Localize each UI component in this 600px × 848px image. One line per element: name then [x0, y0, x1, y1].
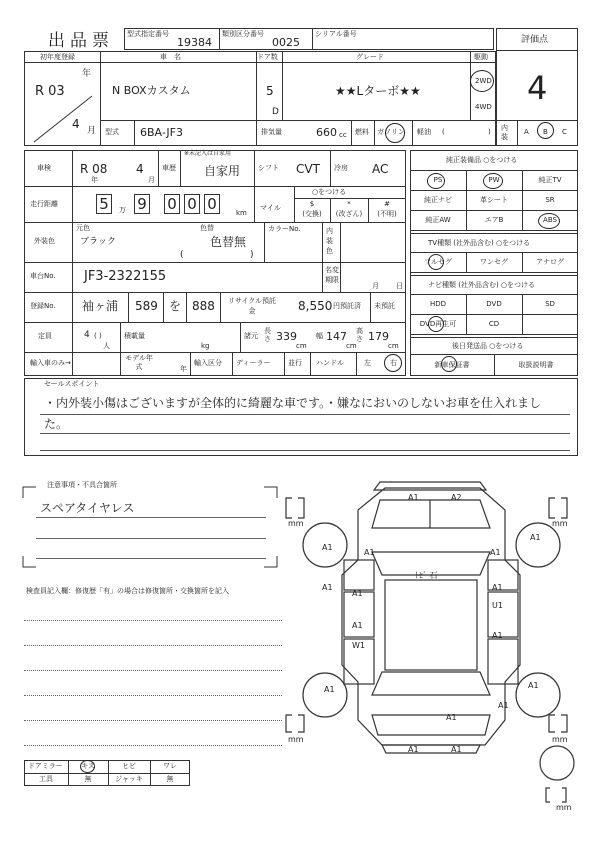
mileage-digit-3: 0 — [164, 194, 180, 214]
tv-fullseg-circle — [428, 254, 444, 270]
interior-a: A — [524, 128, 529, 136]
roof — [385, 580, 477, 670]
capacity-paren: ( ) — [94, 332, 102, 340]
damage-fr: A1 — [490, 548, 501, 557]
import-label: 輸入車のみ→ — [30, 359, 71, 367]
first-reg-era: R 03 — [35, 84, 65, 99]
car-name-value: N BOXカスタム — [112, 84, 191, 97]
model-label: 型式 — [105, 128, 119, 136]
wheel-rr — [516, 673, 560, 717]
front-bumper — [374, 482, 486, 490]
grade-value: ★★Lターボ★★ — [335, 84, 421, 98]
inspection-value: R 08 — [80, 162, 108, 176]
inspector-label: 検査員記入欄：修復歴「有」の場合は修復箇所・交換箇所を記入 — [26, 587, 229, 595]
height-unit: cm — [388, 342, 399, 350]
damage-left-3: A1 — [352, 621, 363, 630]
mirror-scratch-circle — [80, 760, 95, 773]
door-type: D — [272, 107, 279, 117]
mileage-opt3: (不明) — [377, 210, 397, 218]
equip-navi: 純正ナビ — [424, 196, 452, 204]
shift-label: シフト — [258, 164, 279, 172]
damage-right-2: A1 — [492, 631, 503, 640]
damage-hood-l: A1 — [408, 493, 419, 502]
page-title: 出品票 — [48, 31, 114, 51]
color-changed-value: 色替無 — [210, 235, 247, 249]
spare-wheel — [540, 746, 574, 780]
tv-oneseg: ワンセグ — [480, 258, 508, 266]
first-reg-year-unit: 年 — [82, 69, 92, 79]
left-door-front — [344, 592, 374, 637]
interior-b: B — [543, 128, 548, 136]
cc-label: 排気量 — [261, 128, 282, 136]
damage-left-w1: W1 — [352, 641, 365, 650]
first-reg-label: 初年度登録 — [40, 53, 75, 61]
width-label: 幅 — [316, 332, 323, 340]
mileage-opt2-sym: * — [347, 200, 351, 208]
wheel-fr — [516, 523, 560, 567]
reg-number: 888 — [192, 299, 215, 313]
damage-bumper-r: A1 — [451, 745, 462, 754]
interior-c: C — [562, 128, 567, 136]
first-reg-month: 4 — [72, 117, 80, 131]
drive-2wd: 2WD — [475, 77, 492, 85]
damage-rl: A1 — [498, 701, 509, 710]
shift-value: CVT — [296, 162, 320, 176]
notes-label: 注意事項・不具合箇所 — [44, 482, 120, 489]
serial-label: シリアル番号 — [315, 30, 357, 38]
notes-line1: スペアタイヤレス — [40, 501, 135, 515]
color-no-label: カラーNo. — [268, 225, 301, 233]
equip-abs-circle — [538, 213, 560, 229]
handle-right-circle — [384, 354, 402, 372]
mirror-scratch: キズ — [81, 762, 95, 770]
mirror-crack: ヒビ — [122, 762, 136, 770]
capacity-label: 定員 — [38, 332, 52, 340]
mileage-unit-km: km — [236, 209, 247, 217]
mileage-opt2: (改ざん) — [335, 210, 363, 218]
equip-aw: 純正AW — [425, 216, 451, 224]
height-label: 高さ — [356, 327, 363, 343]
damage-rr: A1 — [528, 681, 539, 690]
capacity-unit: 人 — [103, 342, 110, 350]
cc-value: 660 — [316, 126, 337, 139]
score-value: 4 — [527, 69, 548, 107]
class-no-label: 類別区分番号 — [222, 30, 264, 38]
mileage-unit-man: 万 — [119, 206, 126, 214]
rear-window — [372, 672, 490, 695]
mm-rr: mm — [552, 735, 568, 744]
tv-analog: アナログ — [536, 258, 564, 266]
damage-bumper-l: A1 — [408, 745, 419, 754]
fuel-value: ガソリン — [377, 128, 405, 136]
history-note: ※未記入は自家用 — [184, 150, 232, 157]
length-label: 長さ — [264, 327, 271, 343]
dims-label: 諸元 — [244, 332, 258, 340]
damage-hood-r: A2 — [451, 493, 462, 502]
width-unit: cm — [346, 342, 357, 350]
first-reg-month-unit: 月 — [87, 126, 97, 136]
jack-value: 無 — [166, 775, 174, 783]
mm-rl: mm — [288, 735, 304, 744]
notes-frame — [22, 486, 278, 568]
mirror-label: ドアミラー — [28, 762, 63, 770]
equip-tv: 純正TV — [538, 176, 562, 184]
inspection-year-unit: 年 — [91, 176, 98, 184]
mm-spare: mm — [556, 803, 572, 810]
length-value: 339 — [276, 330, 297, 343]
damage-rl-wheel: A1 — [324, 685, 335, 694]
model-value: 6BA-JF3 — [140, 126, 183, 139]
color-orig-label: 元色 — [76, 224, 90, 232]
navi-sd: SD — [545, 300, 555, 308]
import-dealer: ディーラー — [236, 359, 271, 367]
mileage-opt1-sym: $ — [309, 200, 315, 208]
car-name-label: 車 名 — [160, 53, 181, 61]
class-no-value: 0025 — [272, 36, 300, 49]
interior-color-label: 内装色 — [326, 227, 333, 255]
interior-b-circle — [537, 122, 554, 139]
length-unit: cm — [296, 342, 307, 350]
recycle-value: 8,550 — [298, 299, 333, 313]
damage-fl: A1 — [364, 548, 375, 557]
equip-leather: 革シート — [480, 196, 508, 204]
inspection-month: 4 — [136, 162, 144, 176]
height-value: 179 — [368, 330, 389, 343]
sales-point-line2: た。 — [44, 417, 69, 431]
ac-value: AC — [372, 162, 389, 176]
history-value: 自家用 — [204, 164, 241, 178]
chassis-label: 車台No. — [30, 272, 56, 280]
import-parallel: 並行 — [288, 359, 302, 367]
jack-label: ジャッキ — [115, 775, 143, 783]
docs-manual: 取扱説明書 — [518, 361, 554, 369]
ac-label: 冷房 — [334, 164, 348, 172]
navi-dvd-play-circle — [428, 316, 444, 332]
history-label: 車歴 — [162, 164, 176, 172]
equip-pw-circle — [483, 173, 503, 189]
docs-title: 後日発送品 ○をつける — [452, 342, 524, 350]
model-cert-label: 型式指定番号 — [127, 30, 169, 38]
damage-left-2: A1 — [352, 589, 363, 598]
mileage-digit-1: 5 — [96, 194, 112, 214]
capacity-value: 4 — [84, 330, 90, 340]
color-paren-open: ( — [180, 250, 184, 260]
chassis-value: JF3-2322155 — [84, 269, 167, 284]
name-change-day: 日 — [396, 282, 403, 290]
sales-point-label: セールスポイント — [44, 380, 100, 388]
mileage-digit-4: 0 — [184, 194, 200, 214]
recycle-label: リサイクル預託金 — [227, 297, 277, 315]
equip-sr: SR — [545, 196, 555, 204]
navi-hdd: HDD — [429, 300, 447, 308]
navi-dvd-play: DVD再生可 — [419, 320, 457, 328]
model-year-unit: 年 — [180, 365, 187, 373]
score-label: 評価点 — [521, 35, 549, 45]
inspection-month-unit: 月 — [148, 176, 155, 184]
handle-left: 左 — [364, 359, 371, 367]
trunk — [372, 715, 490, 735]
rear-bumper — [382, 745, 480, 753]
tv-title: TV種類 (社外品含む) ○をつける — [428, 239, 531, 247]
equip-airbag: エアB — [484, 216, 504, 224]
color-paren-close: ) — [250, 250, 254, 260]
equip-ps-circle — [427, 173, 445, 189]
docs-warranty: 新車保証書 — [434, 361, 470, 369]
color-code-label: 色替 — [200, 224, 214, 232]
damage-fl-wheel: A1 — [322, 543, 333, 552]
mm-fl: mm — [288, 519, 304, 528]
drive-2wd-circle — [470, 70, 494, 92]
wheel-rl — [303, 673, 347, 717]
mirror-break: ワレ — [163, 762, 177, 770]
mm-fr: mm — [552, 519, 568, 528]
oil-label: 軽油 — [417, 128, 431, 136]
model-year-label: モデル年式 — [125, 354, 153, 371]
tv-fullseg: フルセグ — [424, 258, 452, 266]
model-cert-value: 19384 — [177, 36, 212, 49]
mile-label: マイル — [260, 204, 281, 212]
equipment-title: 純正装備品 ○をつける — [446, 156, 518, 164]
inspection-label: 車検 — [37, 164, 51, 172]
tool-value: 無 — [84, 775, 92, 783]
damage-trunk: A1 — [446, 713, 457, 722]
width-value: 147 — [326, 330, 347, 343]
name-change-label: 名変期限 — [325, 266, 339, 284]
damage-glass: ﾄﾋﾞ 石 — [415, 571, 438, 580]
drive-label: 駆動 — [474, 53, 488, 61]
load-label: 積載量 — [124, 332, 145, 340]
mileage-note: ○をつける — [312, 188, 347, 196]
fuel-circle — [385, 123, 405, 143]
damage-left-1: A1 — [322, 583, 333, 592]
navi-cd: CD — [488, 320, 500, 328]
doors-value: 5 — [266, 84, 274, 98]
damage-right-1: A1 — [492, 583, 503, 592]
equip-ps: PS — [433, 176, 443, 184]
sales-point-box — [24, 378, 578, 456]
sales-point-line1: ・内外装小傷はございますが全体的に綺麗な車です。・嫌なにおいのしないお車を仕入れまし — [44, 396, 542, 410]
navi-title: ナビ種類 (社外品含む) ○をつける — [428, 281, 536, 289]
damage-right-u1: U1 — [492, 601, 503, 610]
car-damage-diagram — [280, 460, 580, 810]
handle-label: ハンドル — [316, 359, 344, 367]
body-outline — [342, 488, 520, 745]
grade-label: グレード — [356, 53, 384, 61]
interior-label: 内装 — [501, 124, 508, 141]
mileage-label: 走行距離 — [30, 200, 58, 208]
equip-pw: PW — [488, 176, 500, 184]
recycle-unit: 円預託済 — [333, 302, 361, 310]
name-change-month: 月 — [372, 282, 379, 290]
mileage-opt1: (交換) — [302, 210, 322, 218]
navi-dvd: DVD — [486, 300, 502, 308]
import-div-label: 輸入区分 — [194, 359, 222, 367]
drive-4wd: 4WD — [475, 103, 492, 111]
mileage-digit-5: 0 — [204, 194, 220, 214]
recycle-unpaid: 未預託 — [374, 302, 395, 310]
tool-label: 工具 — [39, 775, 53, 783]
cc-unit: cc — [339, 131, 347, 139]
reg-kana: を — [169, 299, 182, 313]
color-orig-value: ブラック — [80, 237, 116, 247]
equip-abs: ABS — [543, 216, 557, 224]
left-fender — [344, 560, 374, 590]
doors-label: ドア数 — [257, 53, 278, 61]
right-door-rear — [488, 639, 518, 684]
fuel-label: 燃料 — [355, 128, 369, 136]
mileage-digit-2: 9 — [134, 194, 150, 214]
mileage-opt3-sym: # — [384, 200, 390, 208]
reg-label: 登録No. — [30, 302, 56, 310]
load-unit: kg — [201, 342, 210, 350]
hood — [372, 500, 490, 528]
color-label: 外装色 — [34, 237, 55, 245]
docs-warranty-circle — [441, 356, 457, 372]
reg-area: 袖ヶ浦 — [82, 299, 119, 313]
handle-right: 右 — [390, 359, 397, 367]
reg-class: 589 — [135, 299, 158, 313]
damage-fr-wheel: A1 — [530, 533, 541, 542]
